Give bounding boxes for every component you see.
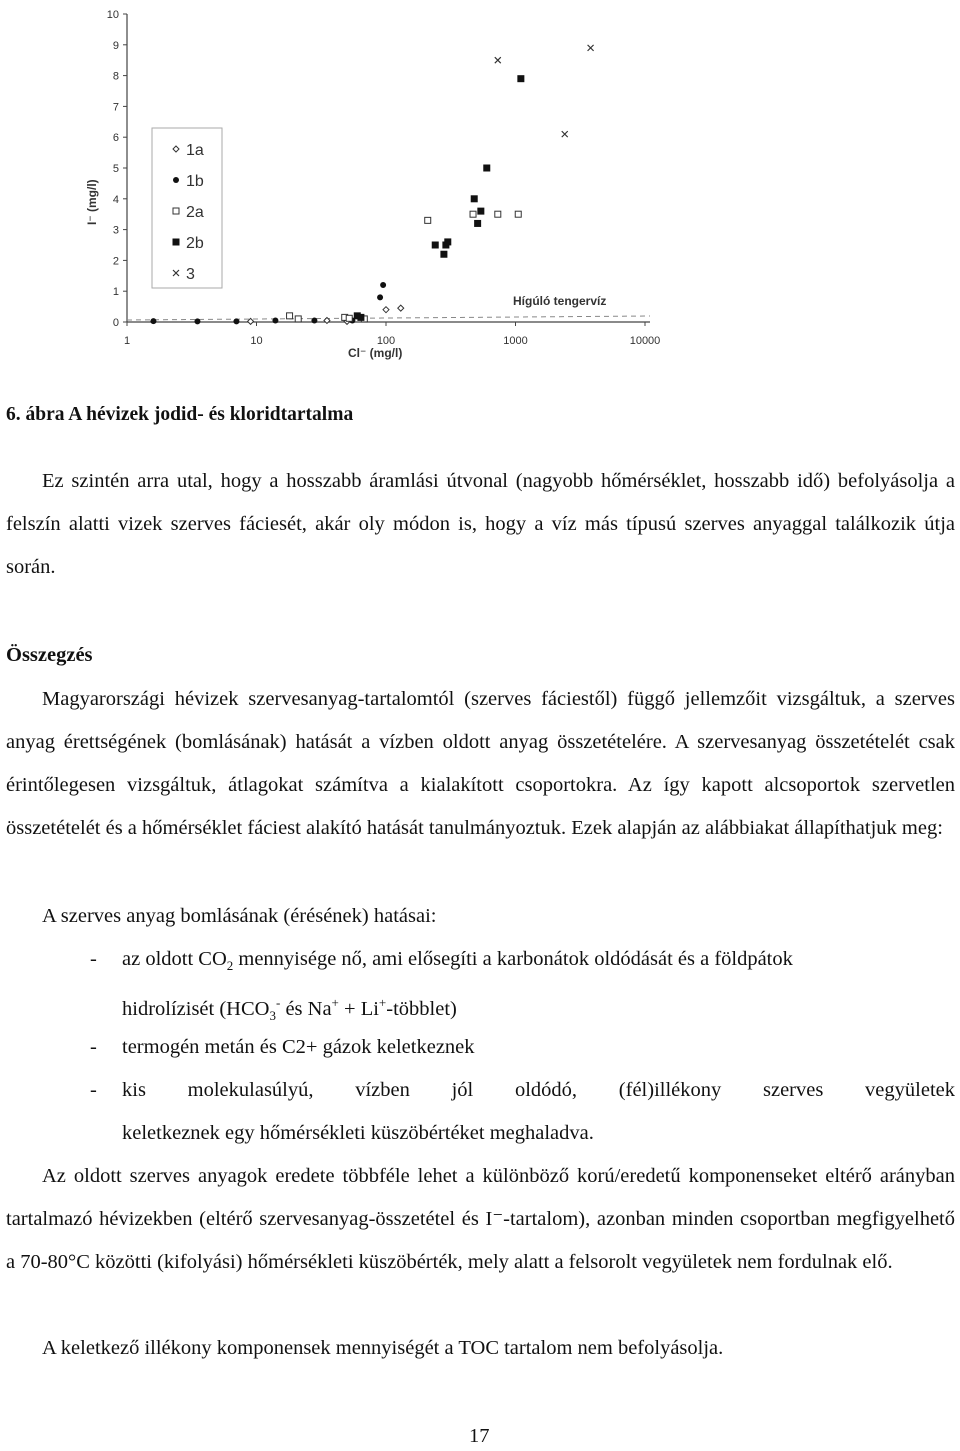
x-tick-label: 1 [123, 335, 131, 347]
data-point-2b [474, 220, 481, 227]
data-point-2b [517, 75, 524, 82]
data-point-1b [377, 294, 383, 300]
y-tick-label: 5 [112, 163, 119, 175]
data-point-3 [562, 131, 568, 137]
bullet-2: termogén metán és C2+ gázok keletkeznek [122, 1036, 475, 1058]
legend-marker-2b [173, 239, 180, 246]
data-point-1b [233, 318, 239, 324]
y-tick-label: 9 [112, 39, 119, 52]
bullet-dash-1: - [90, 948, 97, 970]
data-point-2b [444, 238, 451, 245]
effects-intro: A szerves anyag bomlásának (érésének) hatásai: [42, 905, 437, 927]
data-point-1b [150, 318, 156, 324]
data-point-1b [272, 317, 278, 323]
x-tick-label: 10000 [629, 335, 661, 347]
data-point-2a [425, 217, 431, 223]
final-sentence: A keletkező illékony komponensek mennyiségét a TOC tartalom nem befolyásolja. [42, 1337, 724, 1359]
x-axis-label: Cl⁻ (mg/l) [348, 346, 403, 360]
bullet1-part5: + Li [338, 997, 379, 1020]
data-point-1a [383, 307, 389, 313]
bullet-3-line1: kis molekulasúlyú, vízben jól oldódó, (fél)illékony szerves vegyületek [122, 1079, 955, 1101]
data-point-2b [440, 251, 447, 258]
data-point-2b [471, 195, 478, 202]
legend-label-2b: 2b [186, 235, 204, 252]
bullet1-sub2: 3 [269, 1007, 276, 1023]
y-tick-label: 8 [112, 70, 119, 83]
bullet1-part3: hidrolízisét (HCO [122, 997, 270, 1020]
figure-caption: 6. ábra A hévizek jodid- és kloridtartalma [6, 404, 354, 425]
summary-heading: Összegzés [6, 644, 93, 666]
page-number: 17 [469, 1425, 490, 1447]
legend-marker-1b [173, 177, 179, 183]
bullet1-sup1: - [275, 995, 281, 1010]
data-point-1b [380, 282, 386, 288]
y-tick-label: 1 [112, 286, 119, 299]
y-tick-label: 4 [112, 193, 119, 206]
bullet-1 [122, 938, 955, 987]
data-point-3 [495, 57, 501, 63]
y-tick-label: 0 [112, 317, 119, 329]
bullet1-part1: az oldott CO [122, 948, 227, 970]
data-point-2a [515, 211, 521, 217]
legend-label-2a: 2a [186, 204, 204, 221]
y-tick-label: 7 [112, 101, 119, 114]
data-point-2b [477, 208, 484, 215]
y-tick-label: 3 [112, 224, 119, 237]
bullet1-part4: és Na [280, 997, 332, 1020]
data-point-1b [311, 317, 317, 323]
bullet-dash-2: - [90, 1036, 97, 1058]
data-point-2b [357, 314, 364, 321]
bullet1-sup2: + [331, 995, 339, 1010]
seawater-label: Hígúló tengervíz [513, 294, 607, 308]
legend-marker-2a [173, 208, 179, 214]
bullet-3-line2: keletkeznek egy hőmérsékleti küszöbértéket meghaladva. [122, 1122, 594, 1144]
intro-paragraph: Ez szintén arra utal, hogy a hosszabb áramlási útvonal (nagyobb hőmérséklet, hosszabb idő) befolyásolja a felszín alatti vizek szerves fáciesét, akár oly módon is, hogy a víz más típusú szerves anyaggal találkozik útja során. [6, 470, 955, 578]
x-tick-label: 100 [376, 335, 396, 347]
data-point-2a [295, 316, 301, 322]
legend-label-1a: 1a [186, 142, 204, 159]
data-point-2b [483, 165, 490, 172]
data-point-1b [194, 318, 200, 324]
bullet1-sup3: + [378, 995, 387, 1010]
legend-marker-1a [173, 146, 179, 152]
seawater-dilution-line [127, 316, 650, 320]
y-axis-label: I⁻ (mg/l) [85, 179, 99, 225]
y-tick-label: 6 [112, 132, 119, 145]
data-point-2a [495, 211, 501, 217]
y-tick-label: 2 [112, 255, 119, 268]
data-point-2a [346, 315, 352, 321]
summary-paragraph: Magyarországi hévizek szervesanyag-tartalomtól (szerves fáciestől) függő jellemzőit vizsgáltuk, a szerves anyag érettségének (bomlásának) hatását a vízben oldott anyag összetételére. A szervesanyag összetételét csak érintőlegesen vizsgáltuk, átlagokat számítva a kialakított csoportokra. Az így kapott alcsoportok szervetlen összetételét és a hőmérséklet fáciest alakító hatását tanulmányoztuk. Ezek alapján az alábbiakat állapíthatjuk meg: [6, 688, 955, 839]
data-point-3 [588, 45, 594, 51]
y-tick-label: 10 [106, 9, 119, 21]
legend-marker-3 [173, 270, 179, 276]
x-tick-label: 10 [250, 335, 263, 347]
data-point-2b [432, 242, 439, 249]
iodide-chloride-chart [0, 0, 960, 380]
legend-label-1b: 1b [186, 173, 204, 190]
x-tick-label: 1000 [503, 335, 528, 347]
legend-label-3: 3 [186, 266, 195, 283]
bullet1-part6: -többlet) [386, 997, 457, 1020]
data-point-1a [398, 305, 404, 311]
bullet1-part2: mennyisége nő, ami elősegíti a karbonátok oldódását és a földpátok [233, 948, 793, 970]
origin-paragraph: Az oldott szerves anyagok eredete többféle lehet a különböző korú/eredetű komponenseket eltérő arányban tartalmazó hévizekben (eltérő szervesanyag-összetétel és I⁻-tartalom), azonban minden csoportban megfigyelhető a 70-80°C közötti (kifolyási) hőmérsékleti küszöbérték, mely alatt a felsorolt vegyületek nem fordulnak elő. [6, 1165, 955, 1273]
bullet-dash-3: - [90, 1079, 97, 1101]
bullet1-sub1: 2 [226, 958, 234, 974]
data-point-2a [470, 211, 476, 217]
data-point-2a [287, 313, 293, 319]
